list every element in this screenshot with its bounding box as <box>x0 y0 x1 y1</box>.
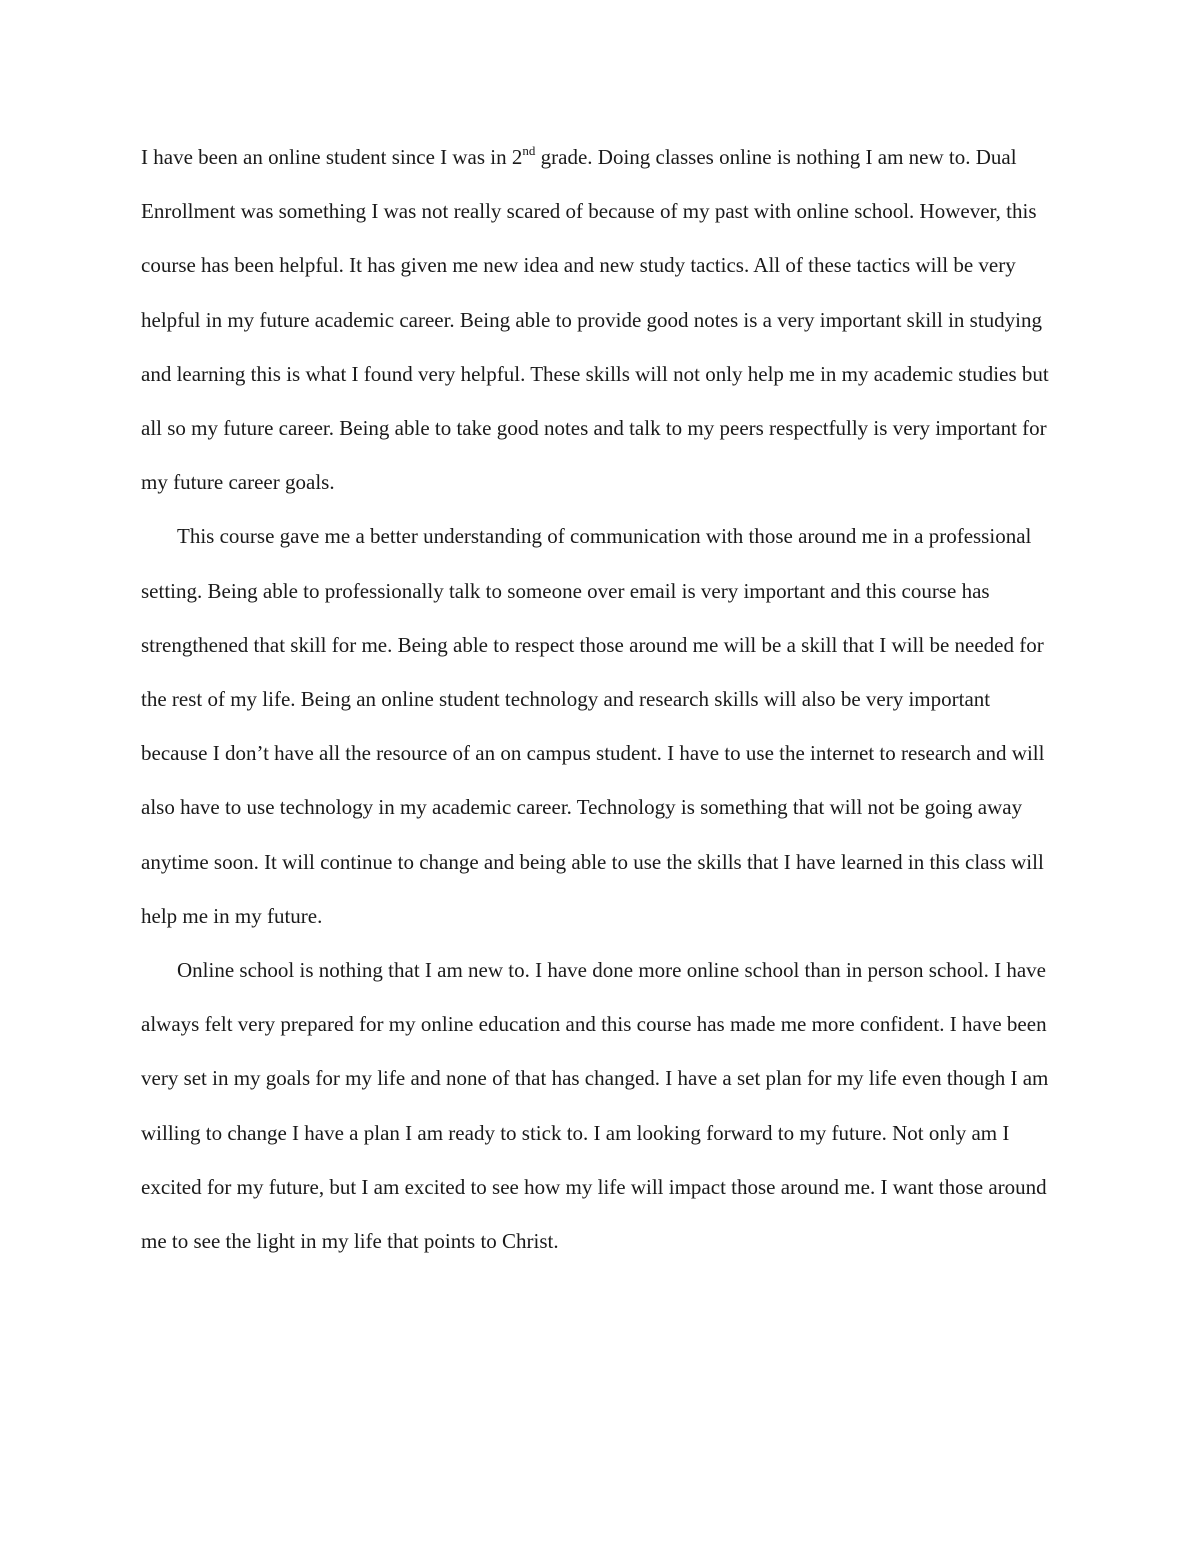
paragraph-3: Online school is nothing that I am new to. I have done more online school than in person school. I have always felt very prepared for my online education and this course has made me more confident. I have been very set in my goals for my life and none of that has changed. I have a set plan for my life even though I am willing to change I have a plan I am ready to stick to. I am looking forward to my future. Not only am I excited for my future, but I am excited to see how my life will impact those around me. I want those around me to see the light in my life that points to Christ. <box>141 958 1049 1254</box>
ordinal-superscript: nd <box>522 143 536 158</box>
document-body <box>141 130 1061 1268</box>
paragraph-2: This course gave me a better understanding of communication with those around me in a professional setting. Being able to professionally talk to someone over email is very important and this course has strengthened that skill for me. Being able to respect those around me will be a skill that I will be needed for the rest of my life. Being an online student technology and research skills will also be very important because I don’t have all the resource of an on campus student. I have to use the internet to research and will also have to use technology in my academic career. Technology is something that will not be going away anytime soon. It will continue to change and being able to use the skills that I have learned in this class will help me in my future. <box>141 524 1045 928</box>
paragraph-1 <box>141 130 1061 509</box>
paragraph-1-rest: grade. Doing classes online is nothing I am new to. Dual Enrollment was something I was not really scared of because of my past with online school. However, this course has been helpful. It has given me new idea and new study tactics. All of these tactics will be very helpful in my future academic career. Being able to provide good notes is a very important skill in studying and learning this is what I found very helpful. These skills will not only help me in my academic studies but all so my future career. Being able to take good notes and talk to my peers respectfully is very important for my future career goals. <box>141 145 1049 495</box>
paragraph-1-start: I have been an online student since I was in 2 <box>141 145 523 169</box>
